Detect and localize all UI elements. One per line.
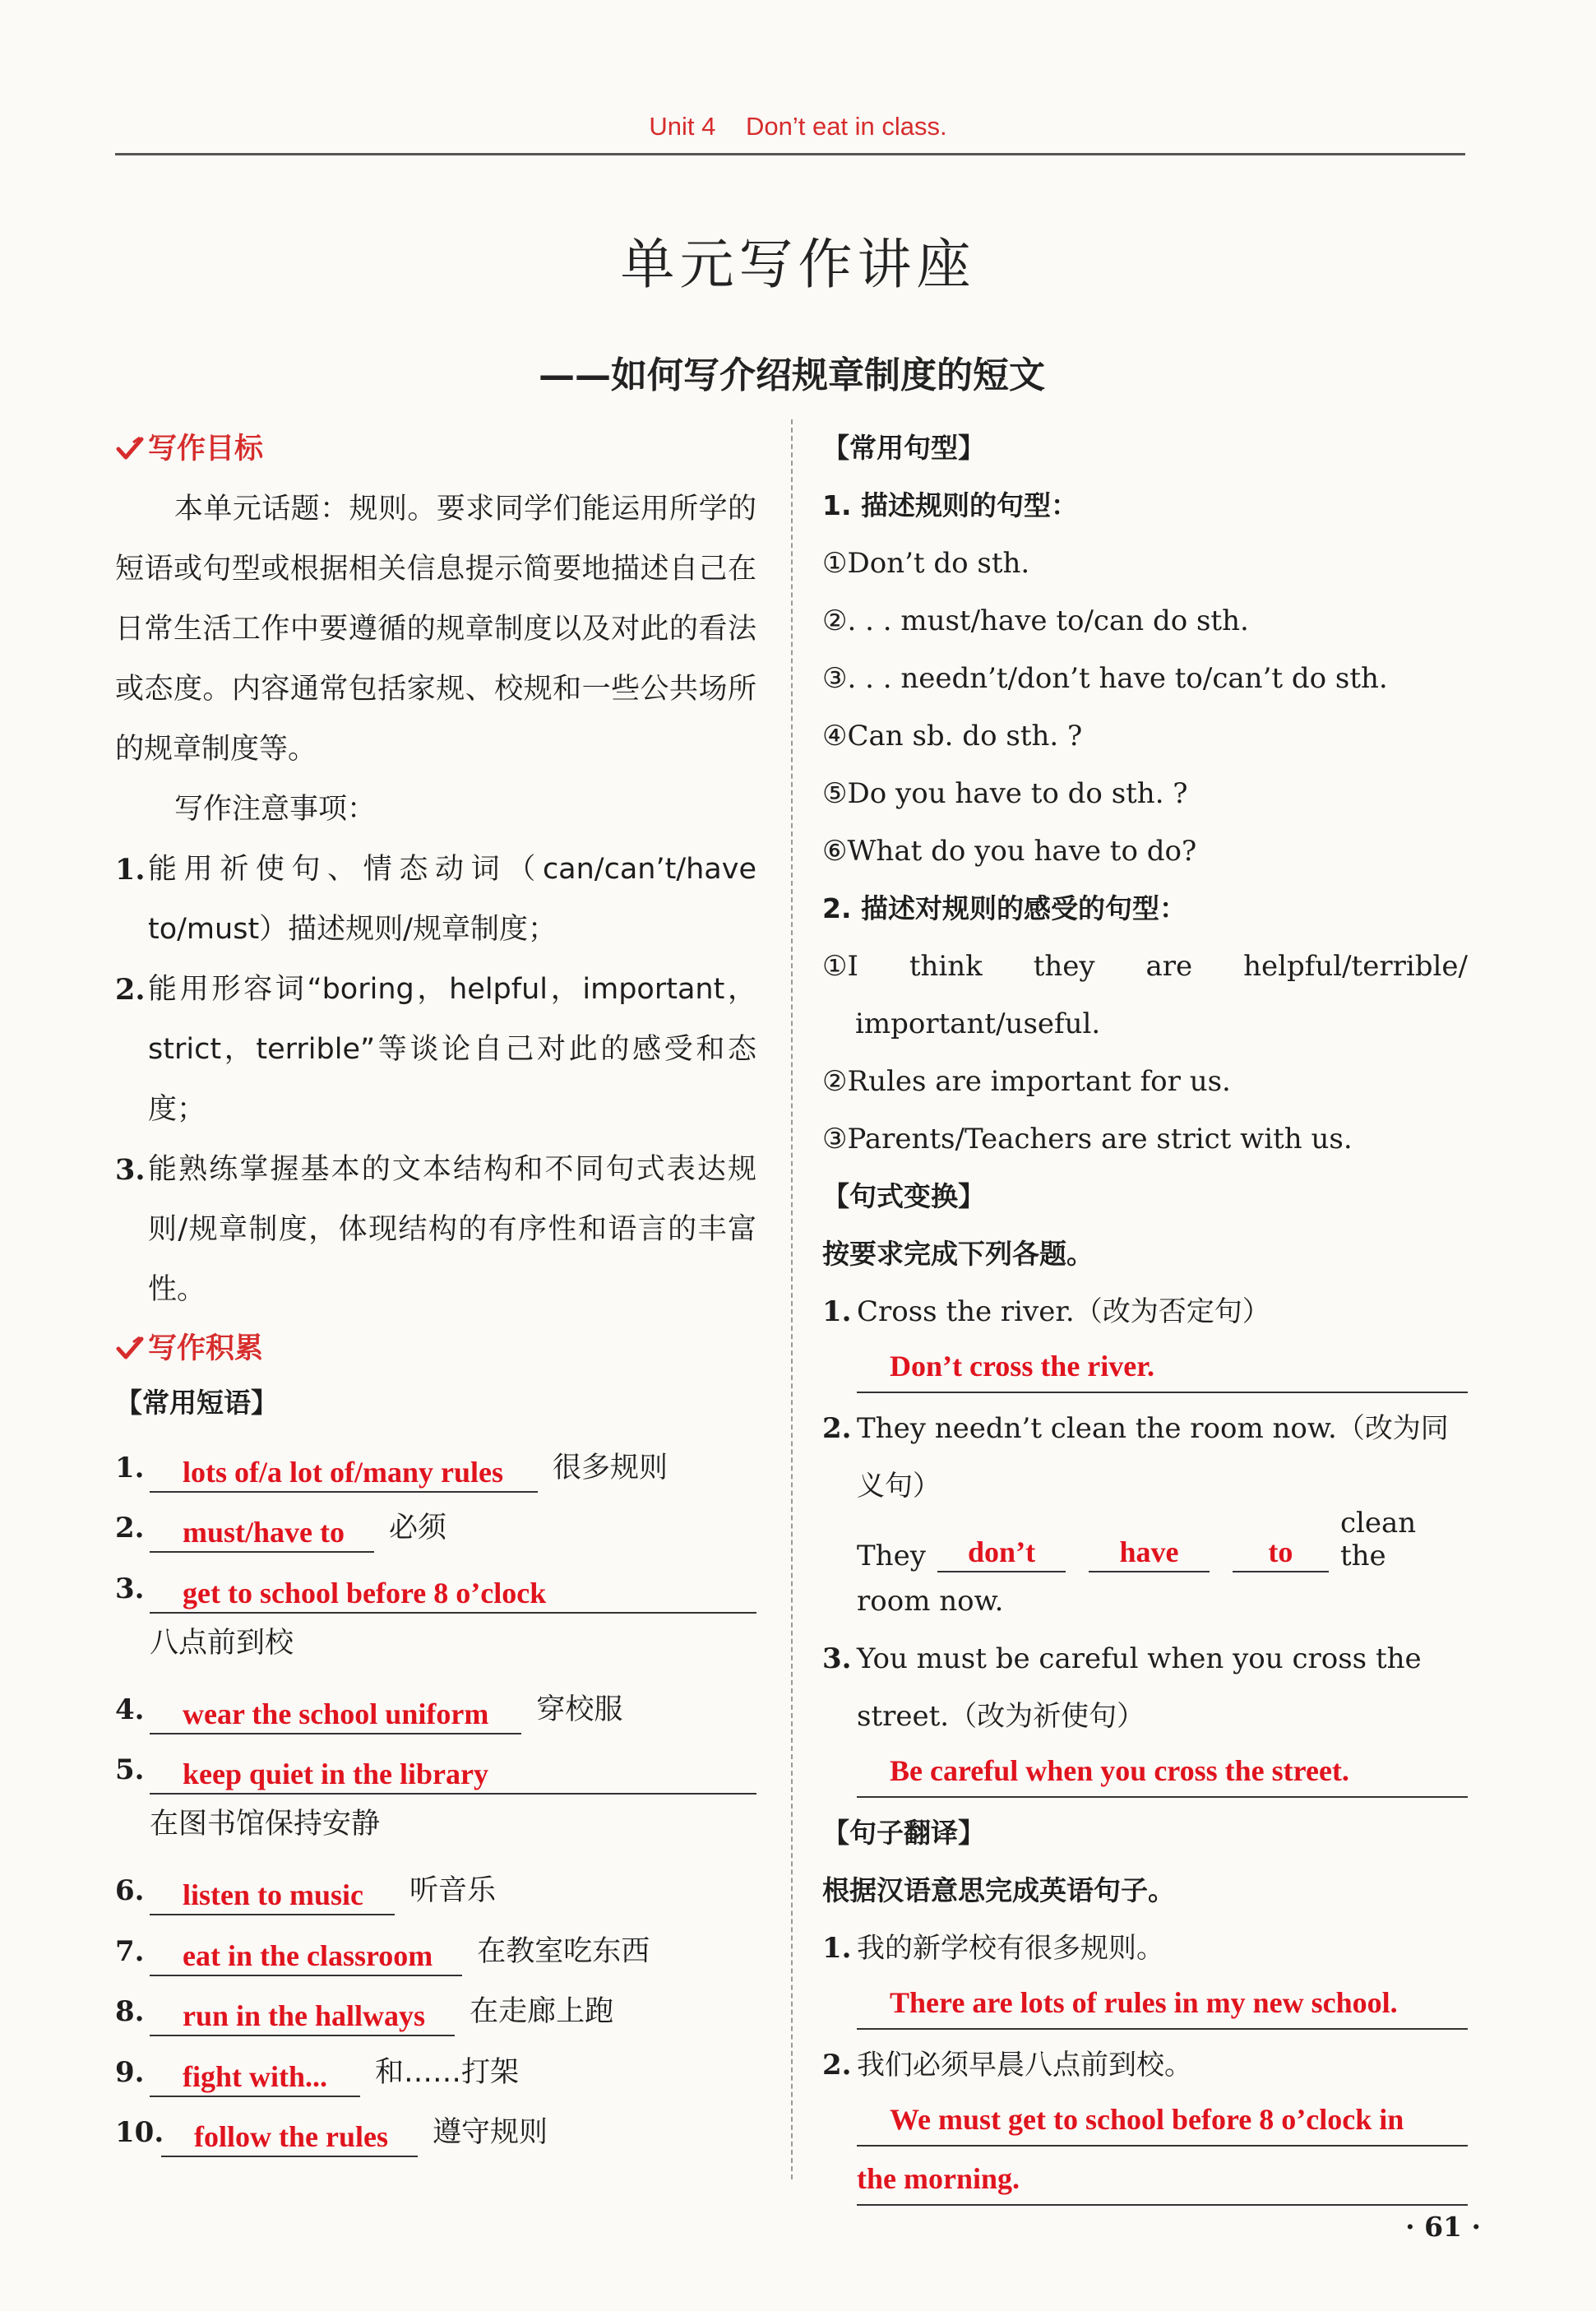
- pattern-line: ③Parents/Teachers are strict with us.: [822, 1123, 1353, 1156]
- pattern-line: ②Rules are important for us.: [822, 1065, 1231, 1098]
- list-item: 1. 能用祈使句、情态动词（can/can’t/have to/must）描述规则/规章制度；: [115, 853, 756, 946]
- list-item: 6. listen to music 听音乐: [115, 1855, 756, 1916]
- list-item: 1. lots of/a lot of/many rules 很多规则: [115, 1432, 756, 1493]
- fill-in-tail: room now.: [857, 1585, 1004, 1618]
- answer-line: We must get to school before 8 o’clock in: [857, 2094, 1468, 2147]
- page-title: 单元写作讲座: [620, 233, 976, 296]
- answer-blank: eat in the classroom: [150, 1938, 462, 1976]
- check-pen-icon: [115, 1334, 145, 1364]
- pattern-line: ⑤Do you have to do sth. ?: [822, 777, 1188, 810]
- pattern-line: ②. . . must/have to/can do sth.: [822, 604, 1249, 637]
- phrases-heading: 【常用短语】: [115, 1387, 278, 1419]
- pattern-line: ①I think they are helpful/terrible/: [822, 950, 1468, 983]
- answer-line: Don’t cross the river.: [857, 1341, 1468, 1393]
- list-item: 7. eat in the classroom 在教室吃东西: [115, 1915, 756, 1976]
- list-item: 9. fight with... 和……打架: [115, 2036, 756, 2097]
- phrase-list: [115, 1432, 756, 2157]
- check-pen-icon: [115, 434, 145, 464]
- answer-line: Be careful when you cross the street.: [857, 1745, 1468, 1798]
- pattern-line: ③. . . needn’t/don’t have to/can’t do sth.: [822, 662, 1388, 695]
- right-column: [822, 419, 1468, 2212]
- page-header: [0, 112, 1596, 141]
- answer-blank: run in the hallways: [150, 1998, 455, 2036]
- pattern-line: ④Can sb. do sth. ?: [822, 720, 1083, 753]
- list-item: 10. follow the rules 遵守规则: [115, 2097, 756, 2158]
- answer-blank: don’t: [937, 1535, 1066, 1572]
- answer-blank: to: [1233, 1535, 1329, 1572]
- answer-blank: lots of/a lot of/many rules: [150, 1455, 538, 1493]
- translate-heading: 【句子翻译】: [822, 1817, 985, 1849]
- page-subtitle: ——如何写介绍规章制度的短文: [539, 354, 1045, 396]
- question: 2. They needn’t clean the room now.（改为同义句）: [822, 1412, 1449, 1503]
- list-item: 8. run in the hallways 在走廊上跑: [115, 1976, 756, 2037]
- translate-instruction: 根据汉语意思完成英语句子。: [822, 1874, 1175, 1906]
- column-divider: [791, 419, 793, 2179]
- goal-paragraph: 本单元话题：规则。要求同学们能运用所学的短语或句型或根据相关信息提示简要地描述自己在日常生活工作中要遵循的规章制度以及对此的看法或态度。内容通常包括家规、校规和一些公共场所的规章制度等。: [115, 493, 756, 766]
- answer-blank: follow the rules: [161, 2119, 418, 2157]
- goal-heading: 写作目标: [115, 424, 756, 475]
- list-item: 2. must/have to 必须: [115, 1493, 756, 1554]
- question: 3. You must be careful when you cross the street.（改为祈使句）: [822, 1642, 1422, 1733]
- unit-label: Unit 4: [649, 112, 716, 141]
- answer-blank: have: [1089, 1535, 1210, 1572]
- answer-blank: keep quiet in the library: [150, 1757, 756, 1795]
- fill-in-row: They don’t have to clean the: [857, 1507, 1417, 1572]
- phrase-meaning: 在图书馆保持安静: [150, 1808, 381, 1841]
- notes-list: [115, 840, 756, 1320]
- answer-blank: fight with...: [150, 2059, 360, 2097]
- list-item: 3. get to school before 8 o’clock: [115, 1553, 756, 1614]
- transform-heading: 【句式变换】: [822, 1180, 985, 1212]
- pattern-group-title: 1. 描述规则的句型：: [822, 489, 1078, 521]
- header-rule: [115, 153, 1465, 155]
- phrase-meaning: 八点前到校: [150, 1626, 294, 1660]
- answer-line: the morning.: [857, 2153, 1468, 2206]
- answer-blank: wear the school uniform: [150, 1697, 521, 1734]
- lesson-title: Don’t eat in class.: [745, 112, 947, 141]
- list-item: 4. wear the school uniform 穿校服: [115, 1674, 756, 1734]
- answer-blank: must/have to: [150, 1515, 374, 1553]
- page-number: · 61 ·: [1405, 2211, 1481, 2243]
- answer-blank: listen to music: [150, 1878, 395, 1915]
- list-item: 5. keep quiet in the library: [115, 1734, 756, 1795]
- question: 1. 我的新学校有很多规则。: [822, 1932, 1164, 1965]
- answer-blank: get to school before 8 o’clock: [150, 1576, 756, 1614]
- answer-line: There are lots of rules in my new school.: [857, 1977, 1468, 2030]
- list-item: 3. 能熟练掌握基本的文本结构和不同句式表达规则/规章制度，体现结构的有序性和语言的丰富性。: [115, 1153, 756, 1306]
- pattern-line: ⑥What do you have to do?: [822, 835, 1197, 868]
- patterns-heading: 【常用句型】: [822, 432, 985, 464]
- pattern-line: ①Don’t do sth.: [822, 547, 1030, 580]
- accum-heading: 写作积累: [115, 1323, 756, 1374]
- pattern-group-title: 2. 描述对规则的感受的句型：: [822, 892, 1187, 924]
- notes-title: 写作注意事项：: [174, 793, 377, 826]
- question: 1. Cross the river.（改为否定句）: [822, 1295, 1270, 1328]
- list-item: 2. 能用形容词“boring，helpful，important，strict，terrible”等谈论自己对此的感受和态度；: [115, 973, 756, 1126]
- transform-instruction: 按要求完成下列各题。: [822, 1238, 1094, 1270]
- question: 2. 我们必须早晨八点前到校。: [822, 2049, 1192, 2082]
- pattern-line-continued: important/useful.: [855, 1007, 1101, 1040]
- left-column: [115, 424, 756, 2157]
